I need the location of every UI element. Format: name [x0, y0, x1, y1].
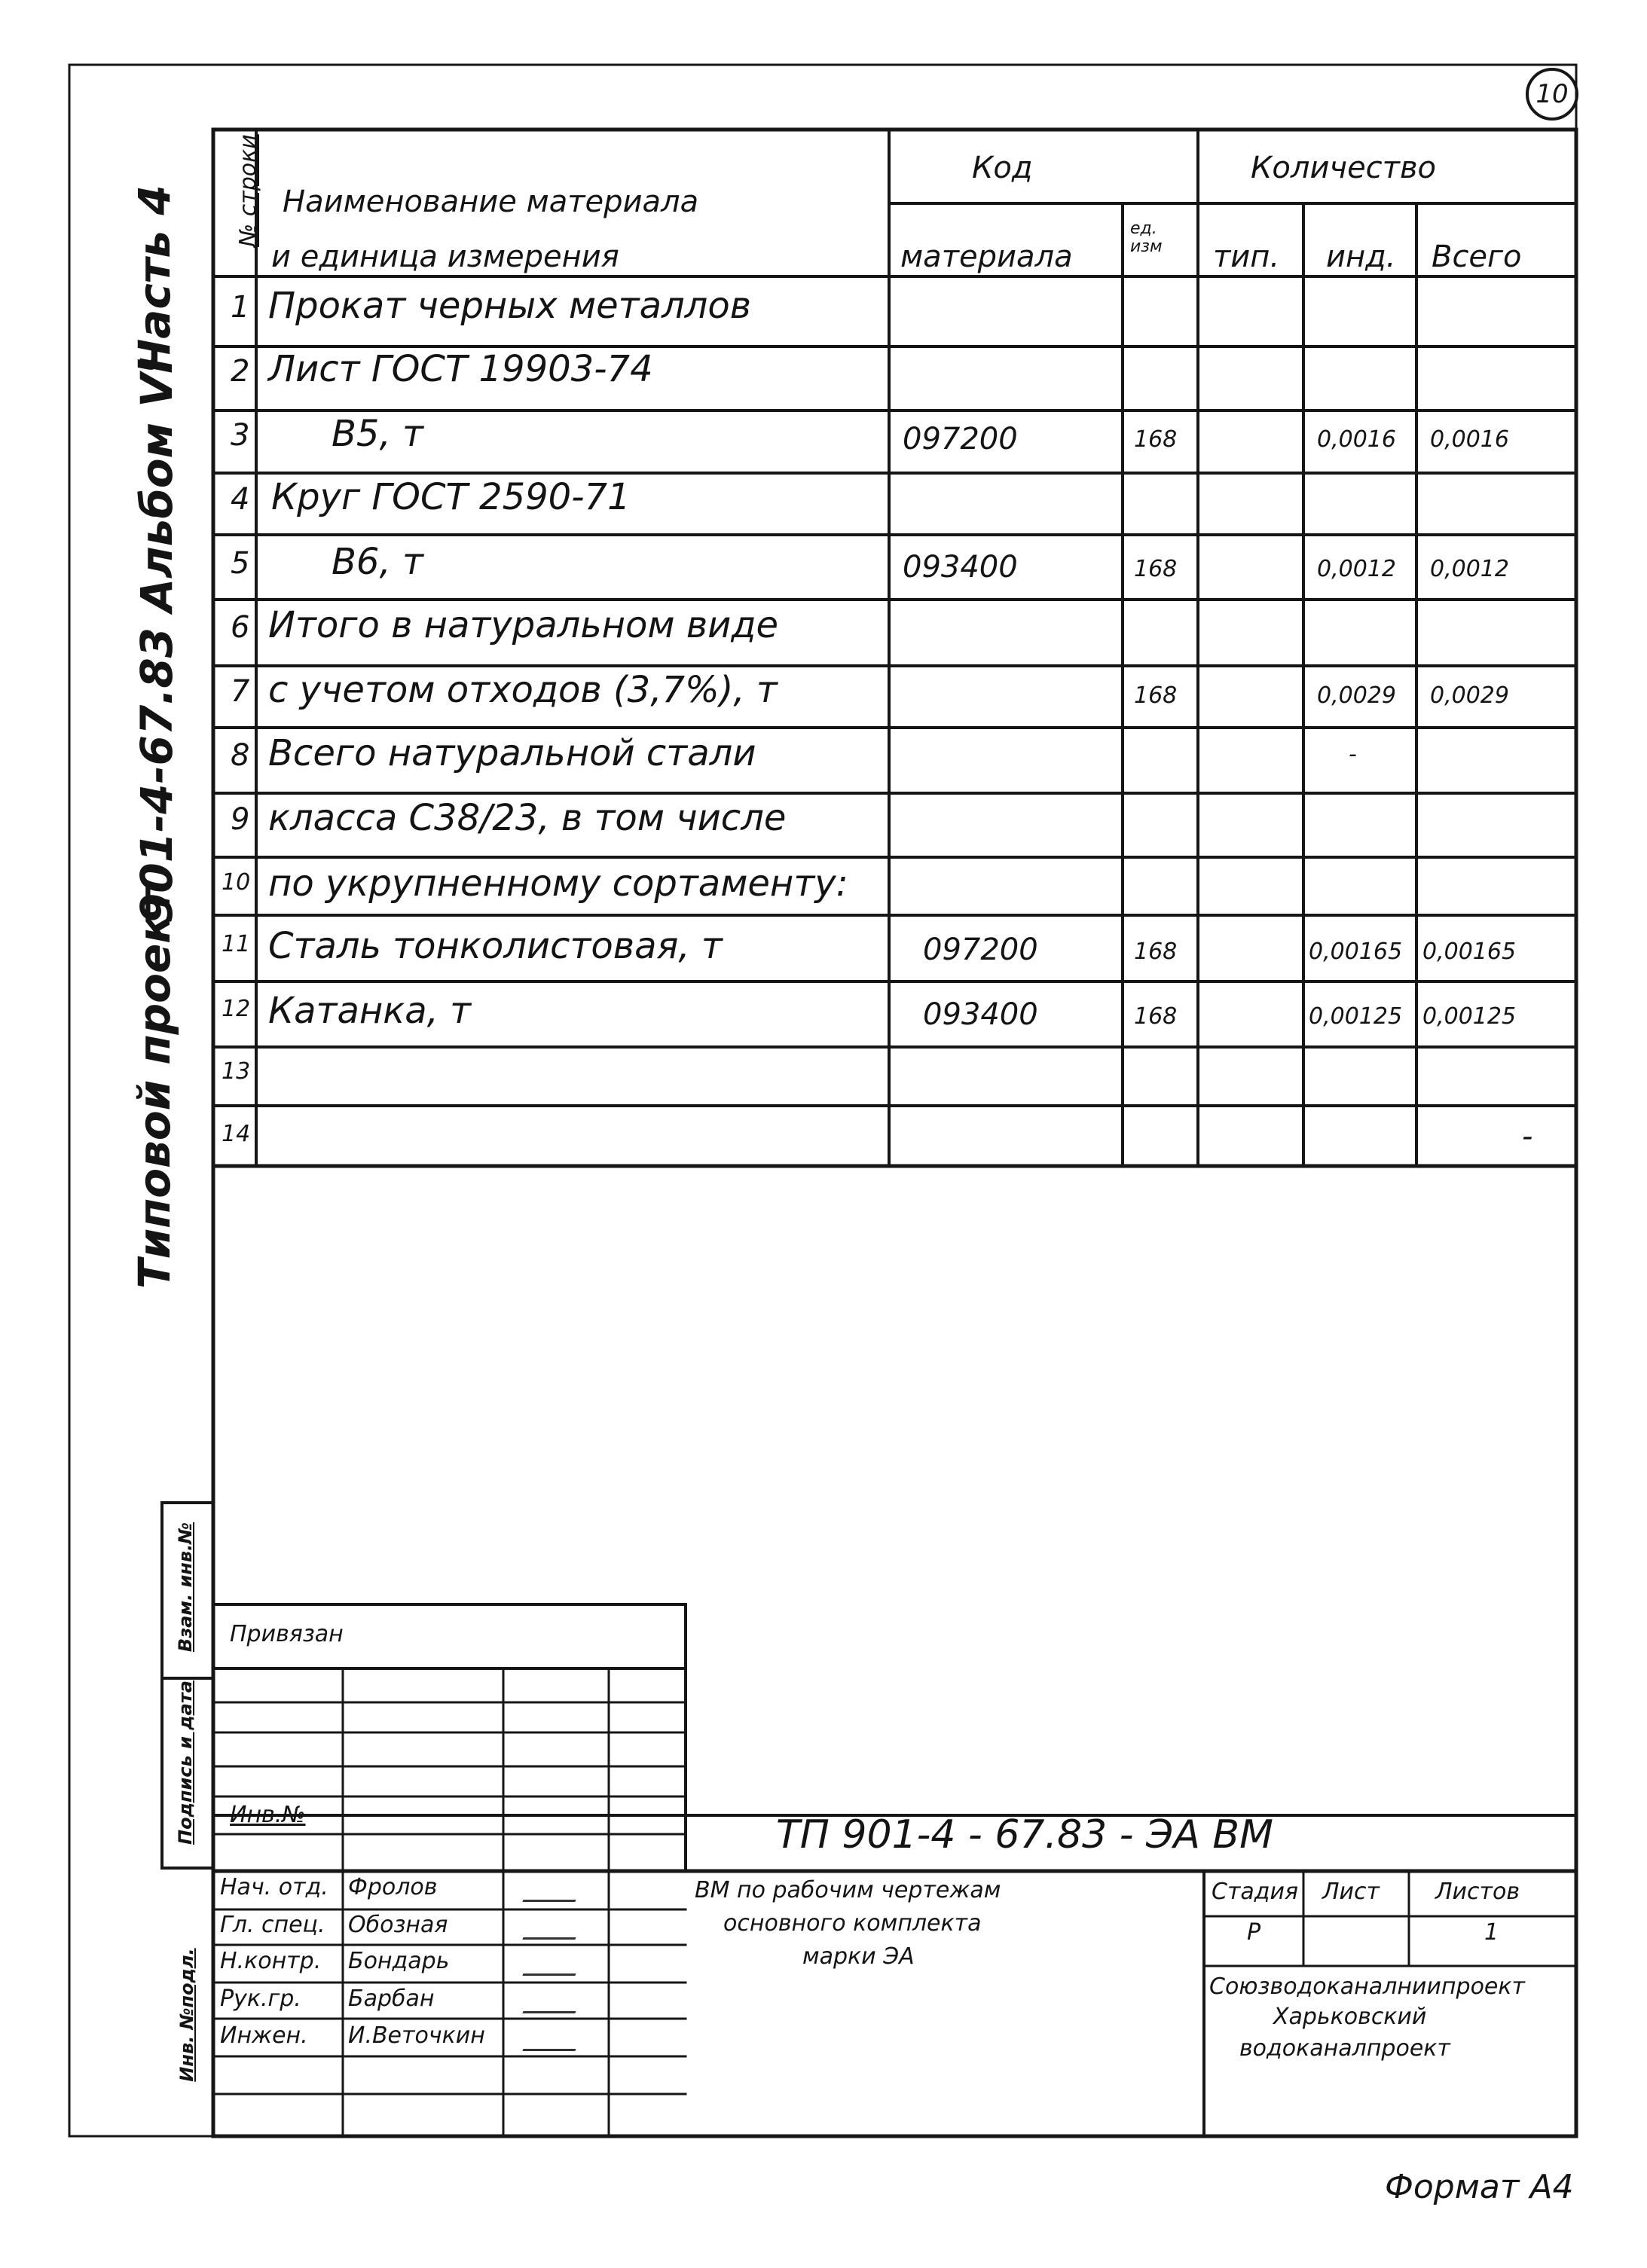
row-number: 14	[222, 1121, 251, 1147]
role-title: Н.контр.	[220, 1948, 322, 1974]
row-name: Итого в натуральном виде	[268, 604, 779, 646]
page-number: 10	[1526, 68, 1578, 121]
row-name: с учетом отходов (3,7%), т	[268, 669, 778, 711]
role-name: И.Веточкин	[348, 2022, 485, 2049]
quantity-header: Количество	[1251, 151, 1437, 185]
signature-mark	[522, 1989, 585, 2013]
role-name: Обозная	[348, 1912, 448, 1938]
stage-label: Стадия	[1212, 1879, 1299, 1905]
material-code: 097200	[903, 422, 1018, 456]
row-number: 10	[222, 869, 251, 896]
part-label: Часть 4	[129, 185, 180, 374]
unit-code: 168	[1134, 426, 1178, 453]
replaced-inv-label: Взам. инв.№	[175, 1522, 196, 1653]
row-name: В5, т	[332, 413, 423, 455]
unit-code: 168	[1134, 939, 1178, 965]
inv-orig-label: Инв. №подл.	[176, 1948, 197, 2082]
sheets-label: Листов	[1435, 1879, 1520, 1905]
row-name: по укрупненному сортаменту:	[268, 862, 848, 905]
document-code: ТП 901-4 - 67.83 - ЭА ВМ	[776, 1812, 1273, 1857]
name-header-line-2: и единица измерения	[271, 240, 619, 274]
organization-line-1: Союзводоканалниипроект	[1209, 1973, 1525, 2000]
attached-label: Привязан	[230, 1621, 344, 1647]
individual-value: 0,0029	[1317, 682, 1396, 709]
description-line-1: ВМ по рабочим чертежам	[695, 1877, 1001, 1903]
row-name: Катанка, т	[268, 990, 472, 1032]
individual-value: 0,0012	[1317, 556, 1396, 582]
row-number: 3	[231, 418, 250, 453]
total-value: 0,0012	[1430, 556, 1509, 582]
organization-line-2: Харьковский	[1273, 2004, 1427, 2030]
description-line-2: основного комплекта	[723, 1910, 982, 1937]
role-title: Рук.гр.	[220, 1986, 301, 2012]
individual-value: 0,00165	[1309, 939, 1403, 965]
unit-code: 168	[1134, 1003, 1178, 1030]
material-code: 097200	[923, 933, 1038, 967]
row-number: 5	[231, 546, 250, 581]
individual-header: инд.	[1326, 240, 1396, 274]
role-name: Фролов	[348, 1874, 438, 1900]
sheet-label: Лист	[1322, 1879, 1380, 1905]
material-code: 093400	[923, 997, 1038, 1032]
individual-value: 0,0016	[1317, 426, 1396, 453]
material-code: 093400	[903, 550, 1018, 585]
row-name: класса С38/23, в том числе	[268, 797, 787, 839]
total-value: 0,00165	[1422, 939, 1517, 965]
row-name: Лист ГОСТ 19903-74	[268, 348, 653, 390]
total-value: 0,0029	[1430, 682, 1509, 709]
individual-value: 0,00125	[1309, 1003, 1403, 1030]
organization-line-3: водоканалпроект	[1239, 2035, 1450, 2062]
row-name: Всего натуральной стали	[268, 732, 756, 774]
description-line-3: марки ЭА	[802, 1943, 915, 1970]
row-number: 2	[231, 354, 250, 389]
row-number-header: № строки	[235, 134, 261, 247]
row-number: 9	[231, 802, 250, 837]
row-number: 8	[231, 738, 250, 773]
total-value: 0,00125	[1422, 1003, 1517, 1030]
name-header-line-1: Наименование материала	[283, 185, 699, 219]
row-name: Прокат черных металлов	[268, 285, 751, 327]
stage-value: Р	[1247, 1919, 1261, 1946]
row-number: 6	[231, 610, 250, 645]
unit-code: 168	[1134, 682, 1178, 709]
signature-mark	[522, 1915, 585, 1940]
role-name: Барбан	[348, 1986, 435, 2012]
format-label: Формат А4	[1385, 2168, 1574, 2206]
signature-date-label: Подпись и дата	[175, 1680, 196, 1845]
individual-value: -	[1349, 741, 1357, 768]
typical-header: тип.	[1213, 240, 1280, 274]
signature-mark	[522, 1877, 585, 1902]
total-header: Всего	[1432, 240, 1522, 274]
inv-no-label: Инв.№	[230, 1802, 306, 1828]
total-value: 0,0016	[1430, 426, 1509, 453]
signature-mark	[522, 1951, 585, 1976]
material-header: материала	[900, 240, 1073, 274]
album-label: 901-4-67.83 Альбом VI	[131, 357, 182, 923]
total-value: -	[1522, 1119, 1533, 1154]
row-number: 1	[231, 290, 250, 325]
row-name: Круг ГОСТ 2590-71	[271, 476, 631, 518]
unit-code: 168	[1134, 556, 1178, 582]
role-title: Инжен.	[220, 2022, 308, 2049]
role-title: Нач. отд.	[220, 1874, 328, 1900]
project-label: Типовой проект	[129, 888, 180, 1289]
code-header: Код	[972, 151, 1033, 185]
row-number: 4	[231, 482, 250, 517]
row-number: 7	[231, 674, 250, 709]
unit-header: ед. изм	[1130, 219, 1163, 256]
row-number: 11	[222, 931, 251, 957]
row-name: В6, т	[332, 541, 423, 583]
role-name: Бондарь	[348, 1948, 450, 1974]
row-name: Сталь тонколистовая, т	[268, 925, 723, 967]
row-number: 13	[222, 1058, 251, 1085]
row-number: 12	[222, 996, 251, 1022]
sheets-value: 1	[1484, 1919, 1499, 1946]
role-title: Гл. спец.	[220, 1912, 325, 1938]
signature-mark	[522, 2026, 585, 2051]
